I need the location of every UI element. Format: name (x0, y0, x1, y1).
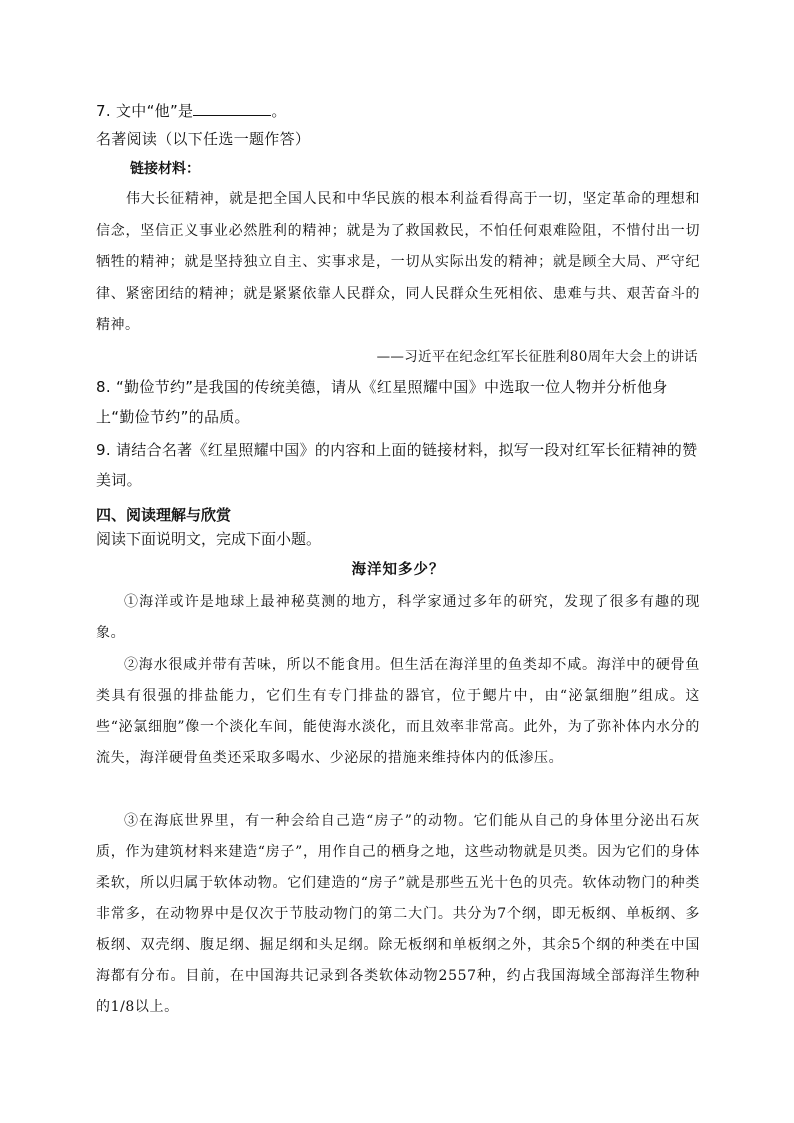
question-7 (96, 96, 700, 126)
article-title: 海洋知多少？ (351, 561, 445, 578)
section-instruction: 阅读下面说明文，完成下面小题。 (96, 530, 322, 548)
article-paragraph-3: ③在海底世界里，有一种会给自己造“房子”的动物。它们能从自己的身体里分泌出石灰质，作为建筑材料来建造“房子”，用作自己的栖身之地，这些动物就是贝类。因为它们的身体柔软，所以归属于软体动物。它们建造的“房子”就是那些五光十色的贝壳。软体动物门的种类非常多，在动物界中是仅次于节肢动物门的第二大门。共分为7个纲，即无板纲、单板纲、多板纲、双壳纲、腹足纲、掘足纲和头足纲。除无板纲和单板纲之外，其余5个纲的种类在中国海都有分布。目前，在中国海共记录到各类软体动物2557种，约占我国海域全部海洋生物种的1/8以上。 (96, 813, 700, 1015)
attribution: ——习近平在纪念红军长征胜利80周年大会上的讲话 (376, 349, 698, 365)
link-material-body: 伟大长征精神，就是把全国人民和中华民族的根本利益看得高于一切，坚定革命的理想和信念，坚信正义事业必然胜利的精神；就是为了救国救民，不怕任何艰难险阻，不惜付出一切牺牲的精神；就是坚持独立自主、实事求是，一切从实际出发的精神；就是顾全大局、严守纪律、紧密团结的精神；就是紧紧依靠人民群众，同人民群众生死相依、患难与共、艰苦奋斗的精神。 (96, 191, 700, 333)
section-heading: 四、阅读理解与欣赏 (96, 506, 232, 524)
answer-blank[interactable] (193, 99, 271, 116)
question-8: 8. “勤俭节约”是我国的传统美德，请从《红星照耀中国》中选取一位人物并分析他身上“勤俭节约”的品质。 (96, 378, 668, 426)
link-material-label: 链接材料： (130, 161, 200, 177)
question-7-suffix: 。 (271, 102, 287, 120)
reading-section-title: 名著阅读（以下任选一题作答） (96, 130, 311, 148)
question-7-text: 7. 文中“他”是 (96, 102, 194, 120)
article-paragraph-2: ②海水很咸并带有苦味，所以不能食用。但生活在海洋里的鱼类却不咸。海洋中的硬骨鱼类具有很强的排盐能力，它们生有专门排盐的器官，位于鳃片中，由“泌氯细胞”组成。这些“泌氯细胞”像一个淡化车间，能使海水淡化，而且效率非常高。此外，为了弥补体内水分的流失，海洋硬骨鱼类还采取多喝水、少泌尿的措施来维持体内的低渗压。 (96, 657, 700, 766)
question-9: 9. 请结合名著《红星照耀中国》的内容和上面的链接材料，拟写一段对红军长征精神的赞美词。 (96, 441, 698, 489)
article-paragraph-1: ①海洋或许是地球上最神秘莫测的地方，科学家通过多年的研究，发现了很多有趣的现象。 (96, 594, 700, 641)
